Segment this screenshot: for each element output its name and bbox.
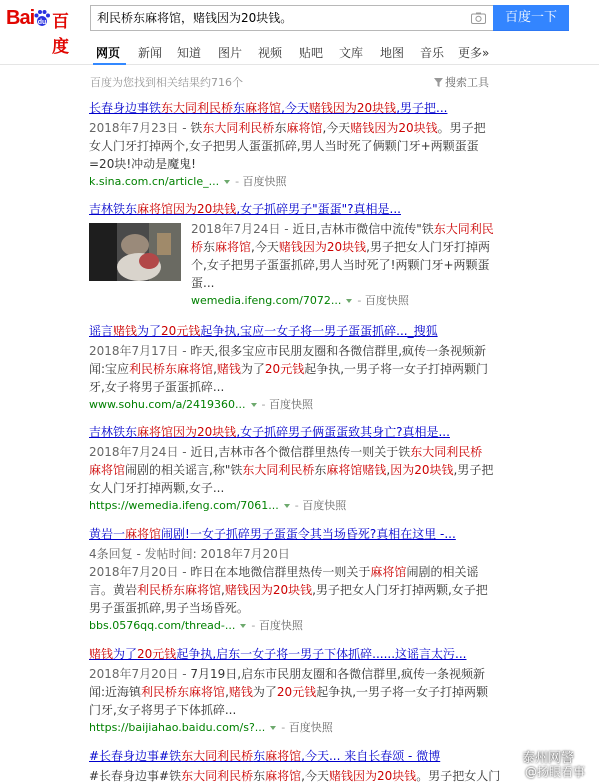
result-count: 百度为您找到相关结果约716个	[90, 76, 243, 89]
search-result	[89, 646, 494, 736]
result-abstract-text: 7月19日,启东市民朋友圈和各微信群里,疯传一条视频新闻:近海镇利民桥东麻将馆,赌钱为了20元钱起争执,一男子将一女子打掉两颗门牙,女子将男子下体抓碎...	[89, 667, 489, 717]
watermark	[505, 747, 599, 779]
result-abstract-text: #长春身边事#铁东大同利民桥东麻将馆,今天赌钱因为20块钱。男子把女人门	[89, 769, 501, 783]
snapshot-link[interactable]: 百度快照	[242, 175, 287, 188]
result-abstract	[89, 665, 494, 719]
result-abstract-text: 昨日在本地微信群里热传一则关于麻将馆闹剧的相关谣言。黄岩利民桥东麻将馆,赌钱因为20块钱,男子把女人门牙打掉两颗,女子把男子蛋蛋抓碎,男子当场昏死。	[89, 565, 488, 615]
result-abstract	[89, 119, 494, 173]
baidu-paw-icon	[33, 9, 51, 27]
result-abstract	[89, 443, 494, 497]
result-abstract-text: 铁东大同利民桥东麻将馆,今天赌钱因为20块钱。男子把女人门牙打掉两个,女子把男人蛋蛋抓碎,男人当时死了俩颗门牙+两颗蛋蛋=20块!冲动是魔鬼!	[89, 121, 486, 171]
result-title[interactable]: 谣言赌钱为了20元钱起争执,宝应一女子将一男子蛋蛋抓碎..._搜狐	[89, 324, 438, 338]
result-title[interactable]: 吉林铁东麻将馆因为20块钱,女子抓碎男子俩蛋蛋致其身亡?真相是...	[89, 425, 450, 439]
result-date: 2018年7月20日 -	[89, 667, 191, 681]
separator: -	[294, 499, 303, 512]
tab-map[interactable]: 地图	[380, 46, 405, 60]
chevron-down-icon[interactable]	[251, 403, 257, 407]
result-abstract	[89, 342, 494, 396]
result-thumbnail[interactable]	[89, 223, 181, 281]
snapshot-link[interactable]: 百度快照	[364, 294, 409, 307]
search-result	[89, 424, 494, 514]
result-url-line	[89, 720, 494, 736]
search-tabs	[0, 40, 599, 65]
result-url-line	[89, 174, 494, 190]
result-meta: 4条回复 - 发帖时间: 2018年7月20日	[89, 547, 290, 561]
result-abstract-text: 昨天,很多宝应市民朋友圈和各微信群里,疯传一条视频新闻:宝应利民桥东麻将馆,赌钱为了20元钱起争执,一男子将一女子打掉两颗门牙,女子将男子蛋蛋抓碎...	[89, 344, 489, 394]
camera-icon[interactable]	[471, 12, 486, 24]
search-result	[89, 323, 494, 413]
result-abstract-text: 近日,吉林市微信中流传"铁东大同利民桥东麻将馆,今天赌钱因为20块钱,男子把女人门牙打掉两个,女子把男子蛋蛋抓碎,男人当时死了!两颗门牙+两颗蛋蛋...	[191, 222, 494, 290]
logo-text-bai: Bai	[6, 7, 35, 29]
result-title[interactable]: 吉林铁东麻将馆因为20块钱,女子抓碎男子"蛋蛋"?真相是...	[89, 202, 401, 216]
tab-more[interactable]: 更多»	[458, 46, 490, 60]
result-date: 2018年7月24日 -	[89, 445, 191, 459]
separator: -	[357, 294, 365, 307]
tab-images[interactable]: 图片	[218, 46, 243, 60]
separator: -	[281, 721, 289, 734]
tools-label: 搜索工具	[445, 76, 489, 89]
separator: -	[235, 175, 243, 188]
chevron-down-icon[interactable]	[224, 180, 230, 184]
chevron-down-icon[interactable]	[240, 624, 246, 628]
result-date: 2018年7月17日 -	[89, 344, 191, 358]
snapshot-link[interactable]: 百度快照	[288, 721, 333, 734]
result-abstract-text: 近日,吉林市各个微信群里热传一则关于铁东大同利民桥麻将馆闹剧的相关谣言,称"铁东大同利民桥东麻将馆赌钱,因为20块钱,男子把女人门牙打掉两颗,女子...	[89, 445, 494, 495]
tab-tieba[interactable]: 贴吧	[299, 46, 324, 60]
result-url[interactable]: bbs.0576qq.com/thread-...	[89, 619, 236, 632]
chevron-down-icon[interactable]	[284, 504, 290, 508]
result-url[interactable]: wemedia.ifeng.com/7072...	[191, 294, 342, 307]
tab-web[interactable]: 网页	[96, 46, 121, 60]
result-date: 2018年7月20日 -	[89, 565, 191, 579]
watermark-text: 泰州网警	[522, 751, 575, 766]
result-url-line	[89, 618, 494, 634]
separator: -	[251, 619, 259, 632]
watermark-handle: @扬眼看事	[525, 765, 586, 779]
result-url[interactable]: https://wemedia.ifeng.com/7061...	[89, 499, 279, 512]
result-title[interactable]: 黄岩一麻将馆闹剧!一女子抓碎男子蛋蛋令其当场昏死?真相在这里 -...	[89, 527, 456, 541]
result-url-line	[89, 498, 494, 514]
result-abstract	[191, 220, 495, 292]
result-title[interactable]: 赌钱为了20元钱起争执,启东一女子将一男子下体抓碎......这谣言太污...	[89, 647, 467, 661]
search-result	[89, 100, 494, 190]
result-title[interactable]: 长春身边事铁东大同利民桥东麻将馆,今天赌钱因为20块钱,男子把...	[89, 101, 448, 115]
result-date: 2018年7月23日 -	[89, 121, 191, 135]
tab-video[interactable]: 视频	[258, 46, 283, 60]
tab-news[interactable]: 新闻	[138, 46, 163, 60]
result-abstract	[89, 563, 494, 617]
svg-text:du: du	[37, 19, 47, 26]
search-result	[89, 201, 495, 309]
tab-zhidao[interactable]: 知道	[177, 46, 202, 60]
tab-music[interactable]: 音乐	[420, 46, 445, 60]
search-input[interactable]: 利民桥东麻将馆，赌钱因为20块钱。	[97, 11, 293, 25]
result-url[interactable]: https://baijiahao.baidu.com/s?...	[89, 721, 266, 734]
search-tools[interactable]	[434, 74, 489, 90]
snapshot-link[interactable]: 百度快照	[268, 398, 313, 411]
search-result	[89, 526, 494, 634]
snapshot-link[interactable]: 百度快照	[302, 499, 347, 512]
separator: -	[261, 398, 269, 411]
logo-text-baidu: 百度	[52, 12, 69, 56]
weibo-icon	[505, 751, 519, 763]
chevron-down-icon[interactable]	[270, 726, 276, 730]
chevron-down-icon[interactable]	[346, 299, 352, 303]
tools-icon	[434, 78, 443, 87]
baidu-logo[interactable]	[6, 5, 84, 56]
search-box[interactable]	[90, 5, 493, 31]
tab-wenku[interactable]: 文库	[339, 46, 364, 60]
result-url-line	[191, 293, 495, 309]
result-url[interactable]: k.sina.com.cn/article_...	[89, 175, 220, 188]
result-title[interactable]: #长春身边事#铁东大同利民桥东麻将馆,今天... 来自长春颂 - 微博	[89, 749, 441, 763]
snapshot-link[interactable]: 百度快照	[258, 619, 303, 632]
active-tab-indicator	[93, 63, 126, 65]
search-button[interactable]: 百度一下	[493, 5, 569, 31]
result-date: 2018年7月24日 -	[191, 222, 293, 236]
result-url-line	[89, 397, 494, 413]
result-url[interactable]: www.sohu.com/a/2419360...	[89, 398, 246, 411]
